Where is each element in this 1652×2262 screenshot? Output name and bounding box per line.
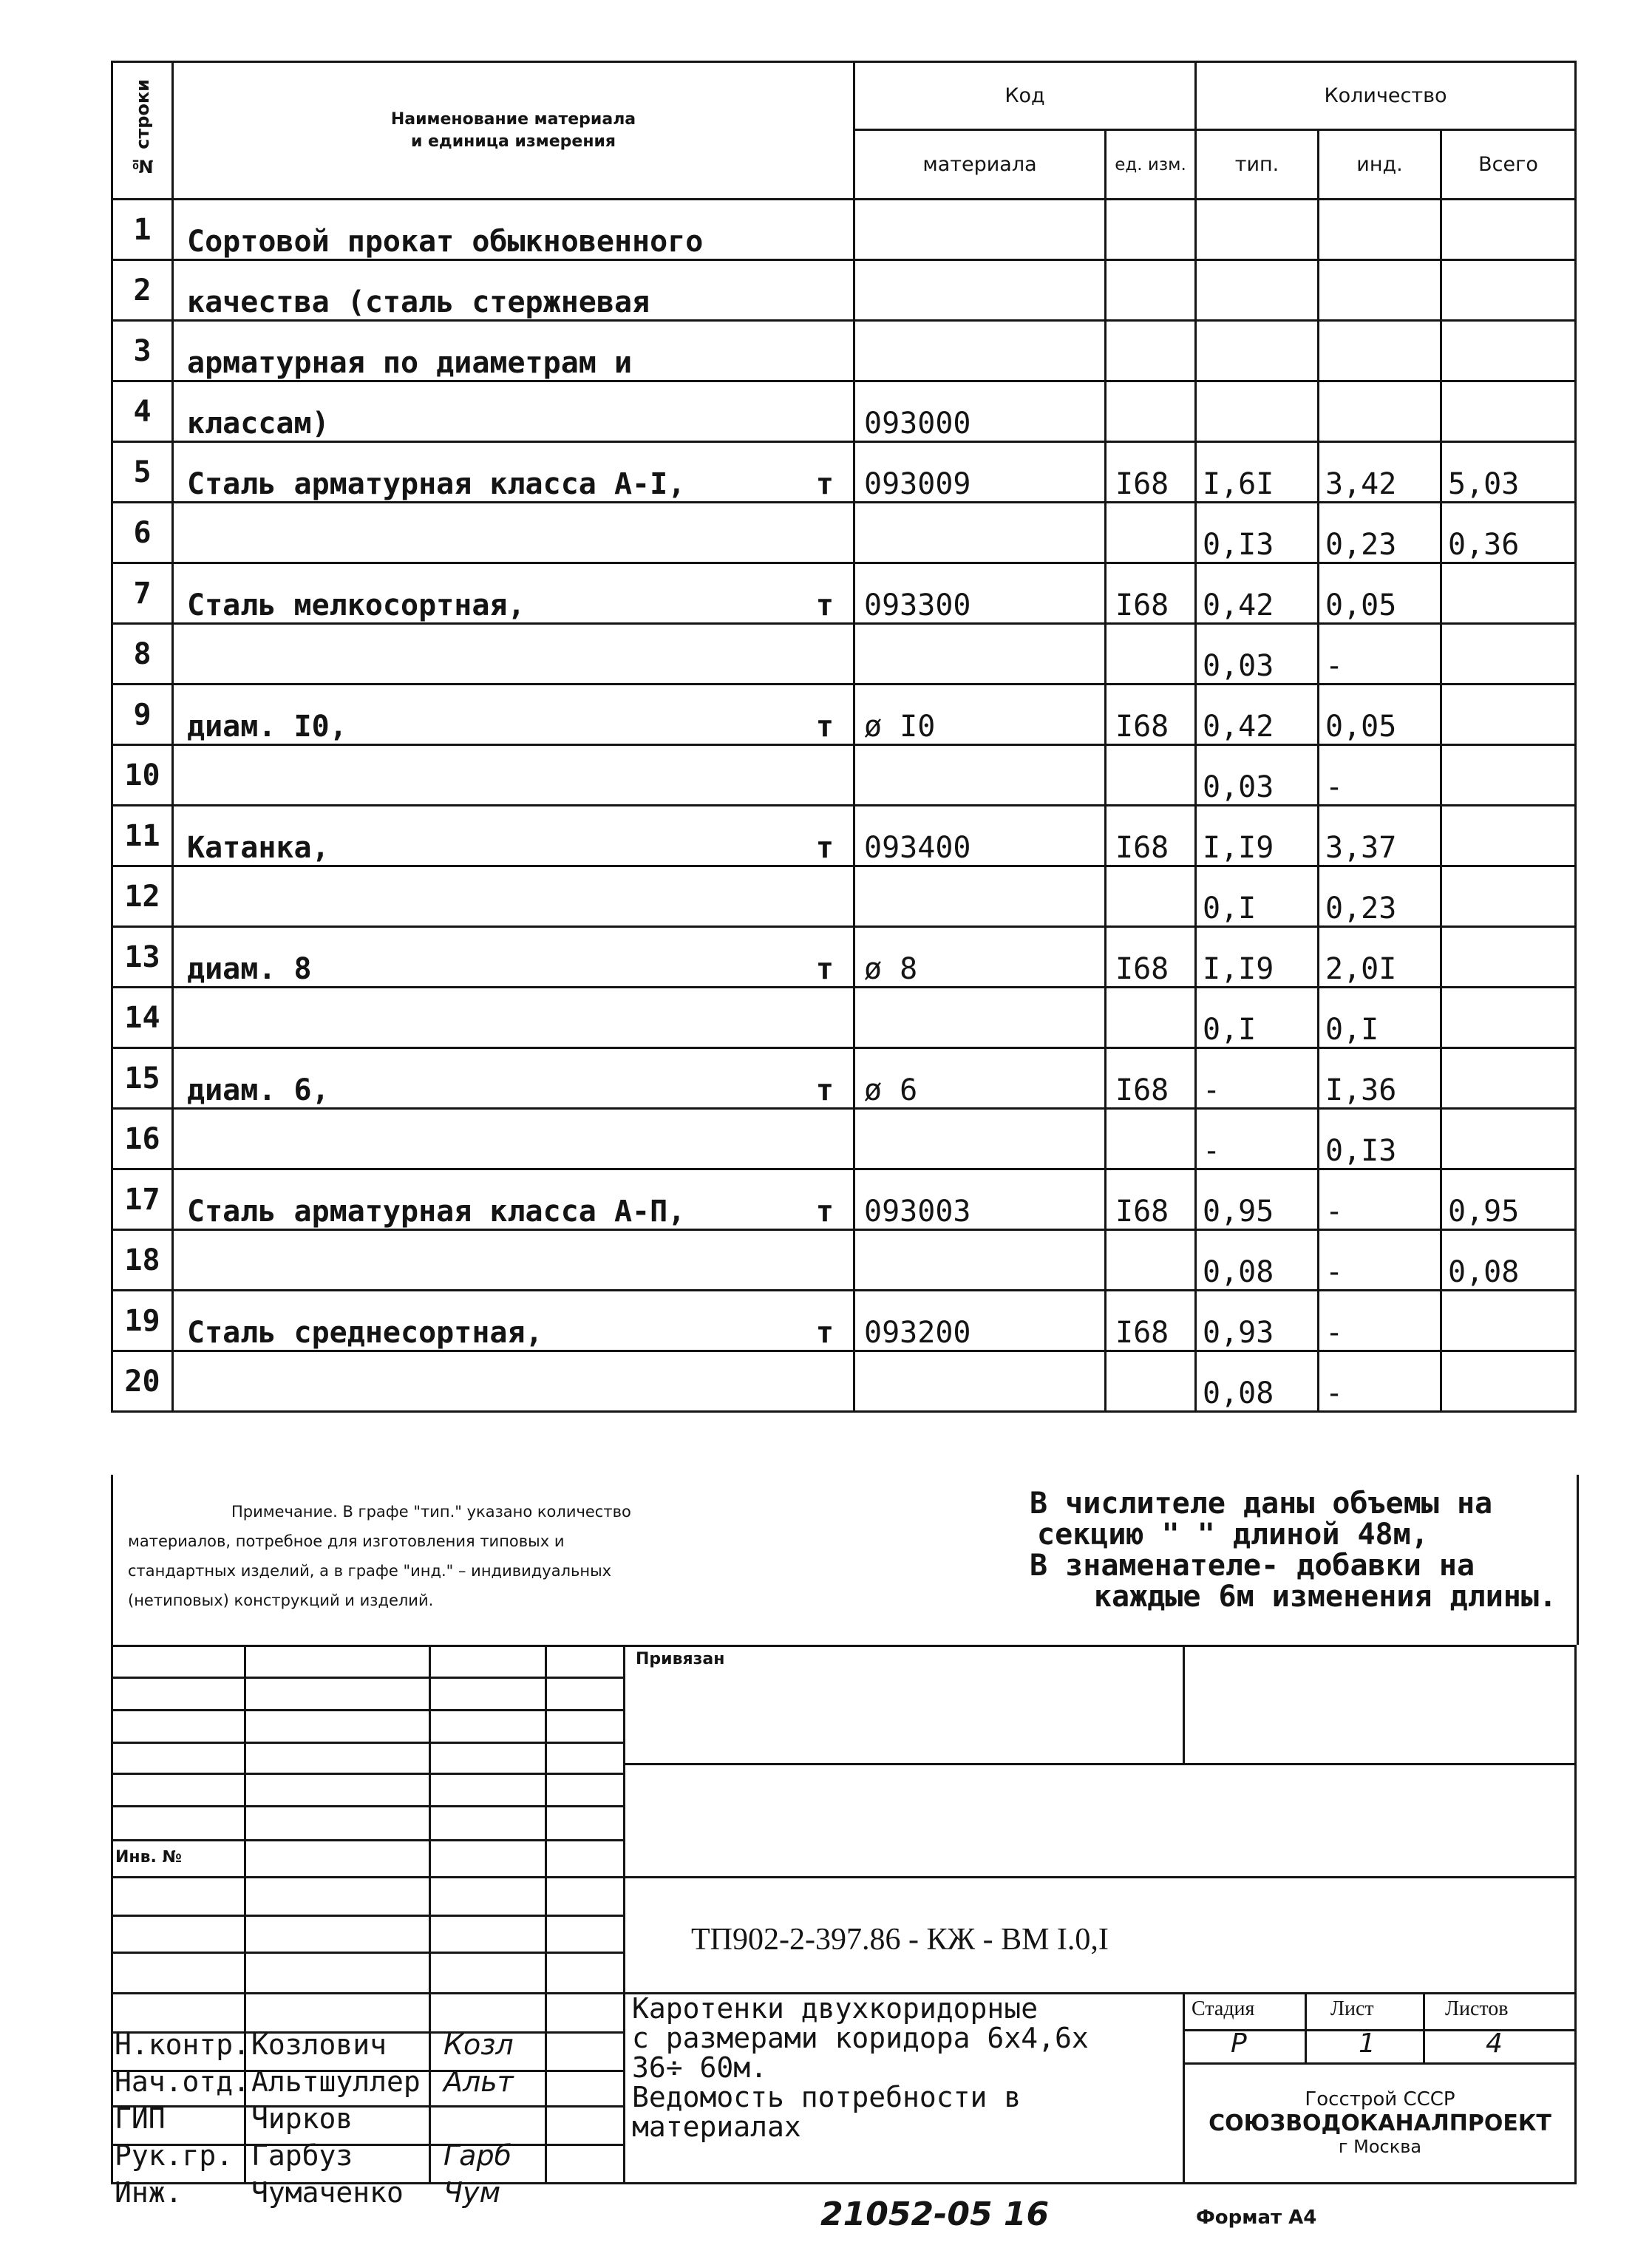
material-name-wrap (187, 952, 853, 986)
material-name: Сталь среднесортная, (187, 1316, 543, 1350)
unit-code (1106, 745, 1196, 806)
table-row (112, 503, 1576, 563)
material-name-cell (173, 260, 854, 321)
row-number: 15 (112, 1048, 173, 1109)
header-quantity-group: Количество (1196, 62, 1576, 130)
qty-ind (1319, 321, 1441, 381)
unit-code: I68 (1106, 927, 1196, 988)
material-unit-symbol: т (815, 1195, 834, 1229)
material-name-wrap (187, 588, 853, 622)
note-section (111, 1475, 1579, 1645)
table-row (112, 563, 1576, 624)
signer-role: Н.контр. (115, 2028, 251, 2061)
material-code (854, 624, 1106, 685)
table-row (112, 442, 1576, 503)
row-number: 2 (112, 260, 173, 321)
material-code (854, 988, 1106, 1048)
unit-code (1106, 1230, 1196, 1291)
signer-signature: Чум (443, 2176, 501, 2209)
signer-role: Рук.гр. (115, 2139, 234, 2172)
table-row (112, 1109, 1576, 1169)
unit-code: I68 (1106, 442, 1196, 503)
material-name-cell (173, 927, 854, 988)
qty-typ: 0,I (1196, 866, 1319, 927)
material-name-cell (173, 685, 854, 745)
sheets-label: Листов (1445, 1997, 1509, 2020)
privyazan-label: Привязан (636, 1650, 725, 1668)
header-qty-typ: тип. (1196, 130, 1319, 200)
qty-ind (1319, 260, 1441, 321)
qty-ind: I,36 (1319, 1048, 1441, 1109)
qty-ind: - (1319, 1291, 1441, 1351)
signer-name: Альтшуллер (251, 2065, 421, 2098)
note-left-text: Примечание. В графе "тип." указано количество материалов, потребное для изготовления типовых и стандартных изделий, а в графе "инд." – индивидуальных (нетиповых) конструкций и изделий. (128, 1503, 631, 1609)
material-name-cell (173, 745, 854, 806)
qty-total (1441, 927, 1576, 988)
row-number: 6 (112, 503, 173, 563)
material-name: классам) (187, 407, 330, 441)
qty-ind (1319, 381, 1441, 442)
material-name: арматурная по диаметрам и (187, 346, 633, 380)
material-name-wrap (187, 710, 853, 744)
material-unit-symbol: т (815, 831, 834, 865)
qty-total (1441, 745, 1576, 806)
unit-code (1106, 200, 1196, 260)
sheet-label: Лист (1330, 1997, 1374, 2020)
signer-name: Гарбуз (251, 2139, 353, 2172)
qty-typ: 0,95 (1196, 1169, 1319, 1230)
qty-ind: - (1319, 624, 1441, 685)
unit-code: I68 (1106, 563, 1196, 624)
unit-code (1106, 624, 1196, 685)
qty-total (1441, 1048, 1576, 1109)
material-unit-symbol: т (815, 1073, 834, 1107)
row-number: 4 (112, 381, 173, 442)
qty-typ: 0,42 (1196, 685, 1319, 745)
row-number: 13 (112, 927, 173, 988)
material-code (854, 503, 1106, 563)
row-number: 18 (112, 1230, 173, 1291)
qty-ind: 0,23 (1319, 503, 1441, 563)
material-name-cell (173, 1169, 854, 1230)
material-code: 093200 (854, 1291, 1106, 1351)
qty-total (1441, 321, 1576, 381)
row-number: 16 (112, 1109, 173, 1169)
table-row (112, 200, 1576, 260)
qty-ind: 0,23 (1319, 866, 1441, 927)
stage-value: Р (1231, 2028, 1247, 2059)
material-name-cell (173, 988, 854, 1048)
qty-typ: 0,08 (1196, 1230, 1319, 1291)
signer-name: Козлович (251, 2028, 387, 2061)
qty-total (1441, 624, 1576, 685)
qty-typ: 0,03 (1196, 624, 1319, 685)
row-number: 19 (112, 1291, 173, 1351)
document-code: ТП902-2-397.86 - КЖ - ВМ I.0,I (691, 1923, 1109, 1957)
signer-signature: Козл (443, 2028, 514, 2061)
header-code-group: Код (854, 62, 1196, 130)
unit-code (1106, 381, 1196, 442)
material-code: 093400 (854, 806, 1106, 866)
qty-ind: 3,42 (1319, 442, 1441, 503)
header-material-name: Наименование материала и единица измерения (173, 62, 854, 200)
material-name-cell (173, 866, 854, 927)
note-right-text: В числителе даны объемы на секцию " " длиной 48м, В знаменателе- добавки на каждые 6м изменения длины. (1030, 1487, 1557, 1614)
qty-ind: - (1319, 1351, 1441, 1412)
material-name-cell (173, 1230, 854, 1291)
row-number: 1 (112, 200, 173, 260)
row-number: 7 (112, 563, 173, 624)
archive-number: 21052-05 16 (820, 2195, 1050, 2233)
table-row (112, 927, 1576, 988)
material-name-wrap (187, 285, 853, 319)
sheet-value: 1 (1359, 2028, 1376, 2059)
unit-code (1106, 1351, 1196, 1412)
qty-ind: - (1319, 1169, 1441, 1230)
table-row (112, 1291, 1576, 1351)
material-name-cell (173, 624, 854, 685)
table-row (112, 624, 1576, 685)
qty-ind: 0,I3 (1319, 1109, 1441, 1169)
row-number: 3 (112, 321, 173, 381)
qty-typ (1196, 260, 1319, 321)
row-number: 10 (112, 745, 173, 806)
material-name-wrap (187, 1195, 853, 1229)
qty-ind: 0,05 (1319, 563, 1441, 624)
header-qty-total: Всего (1441, 130, 1576, 200)
material-name-cell (173, 1351, 854, 1412)
qty-typ: - (1196, 1048, 1319, 1109)
material-name: Катанка, (187, 831, 330, 865)
signer-role: Инж. (115, 2176, 183, 2209)
unit-code (1106, 260, 1196, 321)
material-code (854, 745, 1106, 806)
unit-code (1106, 321, 1196, 381)
material-name-cell (173, 1291, 854, 1351)
document-title: Каротенки двухкоридорные с размерами коридора 6х4,6х 36÷ 60м. Ведомость потребности в материалах (632, 1992, 1089, 2143)
qty-typ: - (1196, 1109, 1319, 1169)
material-name-cell (173, 503, 854, 563)
qty-typ: 0,I3 (1196, 503, 1319, 563)
row-number: 17 (112, 1169, 173, 1230)
qty-typ (1196, 381, 1319, 442)
material-name: Сталь мелкосортная, (187, 588, 526, 622)
material-unit-symbol: т (815, 952, 834, 986)
unit-code: I68 (1106, 1291, 1196, 1351)
stage-label: Стадия (1192, 1997, 1255, 2020)
qty-typ: I,I9 (1196, 927, 1319, 988)
material-unit-symbol: т (815, 588, 834, 622)
qty-typ: 0,42 (1196, 563, 1319, 624)
qty-total: 5,03 (1441, 442, 1576, 503)
material-name-wrap (187, 346, 853, 380)
format-label: Формат А4 (1196, 2207, 1317, 2229)
table-row (112, 745, 1576, 806)
material-name-cell (173, 563, 854, 624)
material-name-wrap (187, 407, 853, 441)
qty-ind: 3,37 (1319, 806, 1441, 866)
material-code: ø I0 (854, 685, 1106, 745)
material-code: ø 6 (854, 1048, 1106, 1109)
signer-name: Чирков (251, 2102, 353, 2135)
qty-total: 0,36 (1441, 503, 1576, 563)
inventory-number-label: Инв. № (115, 1848, 183, 1867)
material-code (854, 321, 1106, 381)
material-name-cell (173, 321, 854, 381)
material-name: Сталь арматурная класса А-П, (187, 1195, 686, 1229)
qty-total (1441, 988, 1576, 1048)
header-code-material: материала (854, 130, 1106, 200)
qty-typ (1196, 200, 1319, 260)
qty-ind: - (1319, 745, 1441, 806)
table-row (112, 1351, 1576, 1412)
material-name-cell (173, 381, 854, 442)
material-code: ø 8 (854, 927, 1106, 988)
material-name: качества (сталь стержневая (187, 285, 650, 319)
table-row (112, 685, 1576, 745)
material-code (854, 1109, 1106, 1169)
qty-ind (1319, 200, 1441, 260)
unit-code: I68 (1106, 1048, 1196, 1109)
material-code: 093003 (854, 1169, 1106, 1230)
materials-table-body (112, 200, 1576, 1412)
material-name: диам. 6, (187, 1073, 330, 1107)
qty-total (1441, 685, 1576, 745)
qty-typ: 0,08 (1196, 1351, 1319, 1412)
signer-role: ГИП (115, 2102, 166, 2135)
qty-typ: 0,I (1196, 988, 1319, 1048)
row-number: 11 (112, 806, 173, 866)
material-code: 093300 (854, 563, 1106, 624)
unit-code (1106, 866, 1196, 927)
material-name: Сортовой прокат обыкновенного (187, 225, 704, 259)
material-name-cell (173, 200, 854, 260)
table-row (112, 381, 1576, 442)
qty-total (1441, 866, 1576, 927)
qty-total (1441, 1351, 1576, 1412)
materials-table (111, 61, 1577, 1413)
material-code: 093000 (854, 381, 1106, 442)
signer-signature: Альт (443, 2065, 514, 2098)
material-code (854, 866, 1106, 927)
signer-role: Нач.отд. (115, 2065, 251, 2098)
qty-typ: 0,03 (1196, 745, 1319, 806)
organization: Госстрой СССР СОЮЗВОДОКАНАЛПРОЕКТ г Москва (1209, 2088, 1551, 2157)
table-row (112, 1169, 1576, 1230)
qty-ind: 0,05 (1319, 685, 1441, 745)
unit-code: I68 (1106, 1169, 1196, 1230)
material-code: 093009 (854, 442, 1106, 503)
material-name-wrap (187, 831, 853, 865)
qty-total: 0,08 (1441, 1230, 1576, 1291)
signer-signature: Гарб (443, 2139, 512, 2172)
material-code (854, 1351, 1106, 1412)
qty-total (1441, 1291, 1576, 1351)
material-name-cell (173, 1048, 854, 1109)
unit-code (1106, 1109, 1196, 1169)
qty-total: 0,95 (1441, 1169, 1576, 1230)
material-name-cell (173, 1109, 854, 1169)
qty-typ: I,6I (1196, 442, 1319, 503)
header-qty-ind: инд. (1319, 130, 1441, 200)
material-name-wrap (187, 1316, 853, 1350)
qty-total (1441, 260, 1576, 321)
material-unit-symbol: т (815, 710, 834, 744)
qty-typ (1196, 321, 1319, 381)
row-number: 14 (112, 988, 173, 1048)
material-code (854, 1230, 1106, 1291)
qty-total (1441, 1109, 1576, 1169)
table-row (112, 988, 1576, 1048)
unit-code (1106, 503, 1196, 563)
unit-code: I68 (1106, 806, 1196, 866)
material-name-cell (173, 806, 854, 866)
table-row (112, 1048, 1576, 1109)
material-unit-symbol: т (815, 1316, 834, 1350)
material-name-wrap (187, 225, 853, 259)
table-row (112, 260, 1576, 321)
header-code-unit: ед. изм. (1106, 130, 1196, 200)
qty-typ: I,I9 (1196, 806, 1319, 866)
table-row (112, 321, 1576, 381)
qty-ind: 2,0I (1319, 927, 1441, 988)
sheets-value: 4 (1486, 2028, 1503, 2059)
qty-total (1441, 806, 1576, 866)
header-row-number: № строки (112, 62, 173, 200)
material-code (854, 260, 1106, 321)
qty-ind: - (1319, 1230, 1441, 1291)
material-name: Сталь арматурная класса А-I, (187, 467, 686, 501)
qty-total (1441, 563, 1576, 624)
material-name-cell (173, 442, 854, 503)
row-number: 12 (112, 866, 173, 927)
row-number: 8 (112, 624, 173, 685)
material-name-wrap (187, 467, 853, 501)
qty-total (1441, 200, 1576, 260)
row-number: 5 (112, 442, 173, 503)
material-code (854, 200, 1106, 260)
row-number: 20 (112, 1351, 173, 1412)
qty-typ: 0,93 (1196, 1291, 1319, 1351)
unit-code: I68 (1106, 685, 1196, 745)
material-name: диам. 8 (187, 952, 312, 986)
qty-total (1441, 381, 1576, 442)
table-row (112, 806, 1576, 866)
material-name-wrap (187, 1073, 853, 1107)
signer-name: Чумаченко (251, 2176, 404, 2209)
row-number: 9 (112, 685, 173, 745)
table-row (112, 866, 1576, 927)
qty-ind: 0,I (1319, 988, 1441, 1048)
material-unit-symbol: т (815, 467, 834, 501)
unit-code (1106, 988, 1196, 1048)
table-row (112, 1230, 1576, 1291)
material-name: диам. I0, (187, 710, 347, 744)
